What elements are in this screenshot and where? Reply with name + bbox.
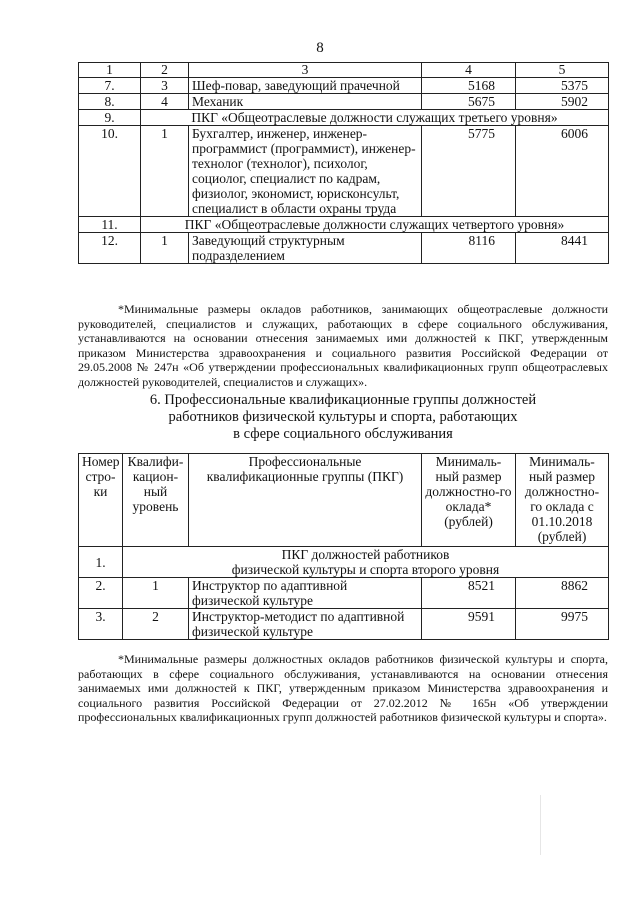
minimum-salary-new: 5375 — [516, 78, 609, 94]
table-row — [79, 233, 609, 264]
minimum-salary-new: 5902 — [516, 94, 609, 110]
group-title-line: ПКГ должностей работников — [281, 547, 450, 562]
group-row — [79, 110, 609, 126]
position-name: Заведующий структурным подразделением — [189, 233, 422, 264]
minimum-salary-new: 6006 — [516, 126, 609, 217]
scan-artifact-line — [540, 795, 541, 855]
position-name: Механик — [189, 94, 422, 110]
table-header-row — [79, 63, 609, 78]
table-row — [79, 609, 609, 640]
section-6-title — [78, 392, 608, 443]
row-number: 10. — [79, 126, 141, 217]
table-header-row — [79, 454, 609, 547]
page-number: 8 — [316, 40, 324, 56]
column-number: 4 — [422, 63, 516, 78]
row-number: 2. — [79, 578, 123, 609]
group-row — [79, 217, 609, 233]
position-name: Инструктор по адаптивной физической культуре — [189, 578, 422, 609]
group-row — [79, 547, 609, 578]
row-number: 7. — [79, 78, 141, 94]
section-title-line: работников физической культуры и спорта, работающих — [168, 409, 518, 425]
group-title — [123, 547, 609, 578]
footnote-sports-positions: *Минимальные размеры должностных окладов работников физической культуры и спорта, работающих в сфере социального обслуживания, устанавливаются на основании отнесения занимаемых ими должностей к ПКГ, утвержденным приказом Министерства здравоохранения и социального развития Российской Федерации от 27.02.2012 № 165н «Об утверждении профессиональных квалификационных групп должностей работников физической культуры и спорта». — [78, 652, 608, 724]
column-number: 2 — [141, 63, 189, 78]
row-number: 11. — [79, 217, 141, 233]
row-number: 3. — [79, 609, 123, 640]
group-title: ПКГ «Общеотраслевые должности служащих четвертого уровня» — [141, 217, 609, 233]
minimum-salary: 8116 — [422, 233, 516, 264]
table-row — [79, 126, 609, 217]
header-qualification-level: Квалифи-кацион-ный уровень — [123, 454, 189, 547]
salary-table-sports — [78, 453, 609, 640]
row-number: 12. — [79, 233, 141, 264]
qualification-level: 1 — [141, 233, 189, 264]
qualification-level: 1 — [141, 126, 189, 217]
minimum-salary: 5168 — [422, 78, 516, 94]
minimum-salary: 5675 — [422, 94, 516, 110]
column-number: 3 — [189, 63, 422, 78]
section-title-line: в сфере социального обслуживания — [233, 426, 453, 442]
minimum-salary-new: 9975 — [516, 609, 609, 640]
salary-table-general — [78, 62, 609, 264]
section-title-line: 6. Профессиональные квалификационные группы должностей — [149, 392, 537, 408]
column-number: 1 — [79, 63, 141, 78]
minimum-salary-new: 8441 — [516, 233, 609, 264]
header-professional-group: Профессиональные квалификационные группы (ПКГ) — [189, 454, 422, 547]
minimum-salary: 9591 — [422, 609, 516, 640]
minimum-salary: 8521 — [422, 578, 516, 609]
position-name: Инструктор-методист по адаптивной физической культуре — [189, 609, 422, 640]
qualification-level: 2 — [123, 609, 189, 640]
table-row — [79, 578, 609, 609]
header-row-number: Номер стро-ки — [79, 454, 123, 547]
row-number: 1. — [79, 547, 123, 578]
group-title: ПКГ «Общеотраслевые должности служащих третьего уровня» — [141, 110, 609, 126]
minimum-salary: 5775 — [422, 126, 516, 217]
header-minimum-salary-new: Минималь-ный размер должностно-го оклада с 01.10.2018 (рублей) — [516, 454, 609, 547]
header-minimum-salary: Минималь-ный размер должностно-го оклада* (рублей) — [422, 454, 516, 547]
group-title-line: физической культуры и спорта второго уровня — [231, 562, 500, 577]
qualification-level: 3 — [141, 78, 189, 94]
column-number: 5 — [516, 63, 609, 78]
qualification-level: 4 — [141, 94, 189, 110]
table-row — [79, 94, 609, 110]
row-number: 9. — [79, 110, 141, 126]
minimum-salary-new: 8862 — [516, 578, 609, 609]
position-name: Шеф-повар, заведующий прачечной — [189, 78, 422, 94]
position-name: Бухгалтер, инженер, инженер-программист (программист), инженер-технолог (технолог), психолог, социолог, специалист по кадрам, физиолог, экономист, юрисконсульт, специалист в области охраны труда — [189, 126, 422, 217]
row-number: 8. — [79, 94, 141, 110]
table-row — [79, 78, 609, 94]
qualification-level: 1 — [123, 578, 189, 609]
footnote-general-positions: *Минимальные размеры окладов работников, занимающих общеотраслевые должности руководителей, специалистов и служащих, работающих в сфере социального обслуживания, устанавливаются на основании отнесения занимаемых ими должностей к ПКГ, утвержденным приказом Министерства здравоохранения и социального развития Российской Федерации от 29.05.2008 № 247н «Об утверждении профессиональных квалификационных групп общеотраслевых должностей руководителей, специалистов и служащих». — [78, 302, 608, 389]
